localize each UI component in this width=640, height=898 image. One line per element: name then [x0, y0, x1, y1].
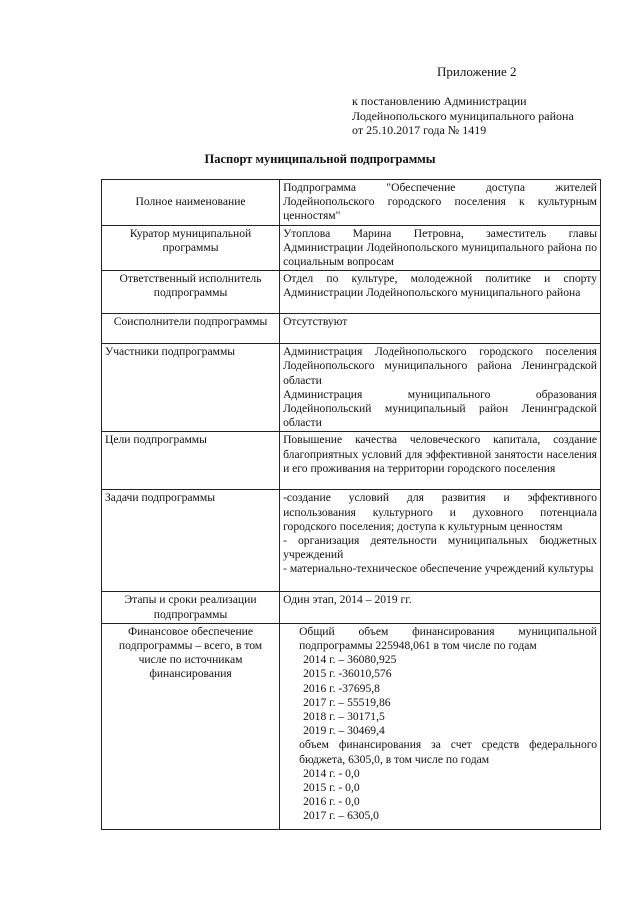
- passport-table: [101, 179, 601, 830]
- decree-ref-line: к постановлению Администрации: [352, 94, 527, 108]
- table-row: [102, 225, 601, 271]
- row-value: Утоплова Марина Петровна, заместитель главы Администрации Лодейнопольского муниципального района по социальным вопросам: [280, 225, 601, 271]
- participant-entry: Администрация муниципального образования Лодейнопольский муниципальный район Ленинградской области: [283, 387, 597, 430]
- row-value: Отдел по культуре, молодежной политике и спорту Администрации Лодейнопольского муниципального района: [280, 271, 601, 314]
- finance-federal-year: 2015 г. - 0,0: [303, 781, 360, 795]
- participant-entry: Администрация Лодейнопольского городского поселения Лодейнопольского муниципального района Ленинградской области: [283, 345, 597, 387]
- task-item: - организация деятельности муниципальных бюджетных учреждений: [283, 534, 597, 562]
- finance-year: 2019 г. – 30469,4: [303, 724, 385, 738]
- row-value: Повышение качества человеческого капитала, создание благоприятных условий для эффективной занятости населения и его проживания на территории городского поселения: [280, 432, 601, 490]
- table-row: [102, 432, 601, 490]
- finance-total: Общий объем финансирования муниципальной подпрограммы 225948,061 в том числе по годам: [299, 624, 597, 653]
- row-label: Полное наименование: [102, 180, 280, 226]
- task-item: - материально-техническое обеспечение учреждений культуры: [283, 562, 594, 576]
- decree-reference: [352, 94, 574, 138]
- finance-year: 2015 г. -36010,576: [303, 667, 392, 681]
- row-value: [280, 623, 601, 829]
- appendix-label: Приложение 2: [437, 64, 517, 79]
- finance-federal-year: 2017 г. – 6305,0: [303, 809, 379, 823]
- row-label: Этапы и сроки реализации подпрограммы: [102, 592, 280, 623]
- row-label: Куратор муниципальной программы: [102, 225, 280, 271]
- table-row: [102, 592, 601, 623]
- finance-federal-year: 2014 г. - 0,0: [303, 766, 360, 780]
- row-label: Финансовое обеспечение подпрограммы – всего, в том числе по источникам финансирования: [102, 623, 280, 829]
- decree-ref-line: Лодейнопольского муниципального района: [352, 108, 574, 123]
- finance-federal-year: 2016 г. - 0,0: [303, 795, 360, 809]
- finance-year: 2016 г. -37695,8: [303, 681, 380, 695]
- row-label: Ответственный исполнитель подпрограммы: [102, 271, 280, 314]
- table-row: [102, 344, 601, 432]
- finance-year: 2014 г. – 36080,925: [303, 653, 397, 667]
- document-title: Паспорт муниципальной подпрограммы: [204, 152, 436, 166]
- finance-year: 2017 г. – 55519,86: [303, 695, 391, 709]
- row-value: Подпрограмма "Обеспечение доступа жителей Лодейнопольского городского поселения к культурным ценностям": [280, 180, 601, 226]
- decree-ref-line: от 25.10.2017 года № 1419: [352, 123, 487, 137]
- row-value: Отсутствуют: [280, 314, 601, 344]
- table-row: [102, 314, 601, 344]
- row-value: Один этап, 2014 – 2019 гг.: [280, 592, 601, 623]
- table-row: [102, 490, 601, 592]
- row-label: Участники подпрограммы: [102, 344, 280, 432]
- task-item: -создание условий для развития и эффективного использования культурного и духовного потенциала городского поселения; доступа к культурным ценностям: [283, 491, 597, 533]
- row-label: Цели подпрограммы: [102, 432, 280, 490]
- table-row: [102, 180, 601, 226]
- finance-federal: объем финансирования за счет средств федерального бюджета, 6305,0, в том числе по годам: [299, 738, 597, 766]
- table-row: [102, 623, 601, 829]
- row-value: [280, 344, 601, 432]
- row-label: Соисполнители подпрограммы: [102, 314, 280, 344]
- finance-year: 2018 г. – 30171,5: [303, 710, 385, 724]
- row-label: Задачи подпрограммы: [102, 490, 280, 592]
- row-value: [280, 490, 601, 592]
- table-row: [102, 271, 601, 314]
